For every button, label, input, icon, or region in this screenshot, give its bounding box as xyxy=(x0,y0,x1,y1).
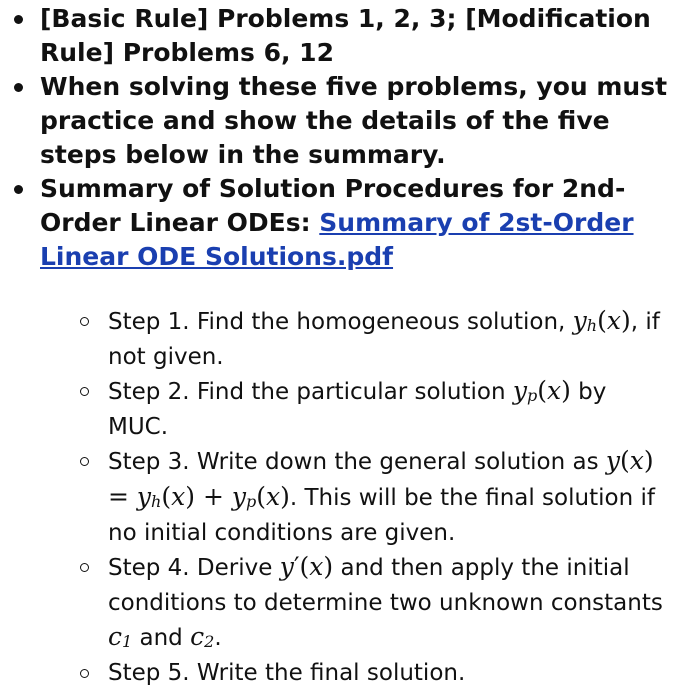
hollow-bullet-icon xyxy=(80,387,89,396)
step-5 xyxy=(78,656,668,691)
step-3-suffix: . This will be the final solution if no initial conditions are given. xyxy=(108,484,655,546)
step-4-text: Step 4. Derive xyxy=(108,555,280,582)
hollow-bullet-icon xyxy=(80,457,89,466)
step-2-text: Step 2. Find the particular solution xyxy=(108,379,513,406)
step-3-text: Step 3. Write down the general solution as xyxy=(108,449,606,476)
bullet-dot-icon xyxy=(14,15,23,24)
math-y-prime-of-x: y′(x) xyxy=(279,552,334,582)
main-bullet-list xyxy=(8,2,668,274)
math-c2: $c_2$ xyxy=(190,622,215,652)
step-4-suffix: . xyxy=(214,625,222,652)
math-general-solution: $y(x) = y_h(x) + y_p(x)$ xyxy=(108,446,654,511)
step-5-text: Step 5. Write the final solution. xyxy=(108,659,466,686)
bullet-assigned-problems-text: [Basic Rule] Problems 1, 2, 3; [Modification Rule] Problems 6, 12 xyxy=(40,4,651,67)
hollow-bullet-icon xyxy=(80,317,89,326)
summary-pdf-link[interactable]: Summary of 2st-Order Linear ODE Solutions.pdf xyxy=(40,208,634,271)
math-y-h-of-x: $y_h(x)$ xyxy=(572,306,631,335)
step-1-suffix: , if not given. xyxy=(108,309,660,370)
bullet-instructions-text: When solving these five problems, you must practice and show the details of the five steps below in the summary. xyxy=(40,72,668,169)
hollow-bullet-icon xyxy=(80,669,89,678)
step-1-text: Step 1. Find the homogeneous solution, xyxy=(108,309,573,335)
step-3 xyxy=(78,444,668,550)
bullet-instructions xyxy=(8,70,668,172)
bullet-dot-icon xyxy=(14,83,23,92)
math-y-p-of-x: $y_p(x)$ xyxy=(512,376,571,406)
bullet-summary-prefix: Summary of Solution Procedures for 2nd-Order Linear ODEs: xyxy=(40,174,626,237)
step-4-and: and xyxy=(132,625,191,652)
hollow-bullet-icon xyxy=(80,563,89,572)
steps-list xyxy=(78,304,668,691)
math-c1: $c_1$ xyxy=(108,622,133,652)
bullet-summary xyxy=(8,172,668,274)
step-2-suffix: by MUC. xyxy=(108,379,607,440)
step-1 xyxy=(78,304,668,374)
bullet-dot-icon xyxy=(14,185,23,194)
step-4-middle: and then apply the initial conditions to determine two unknown constants xyxy=(108,555,663,616)
bullet-assigned-problems xyxy=(8,2,668,70)
step-4 xyxy=(78,550,668,656)
step-2 xyxy=(78,374,668,444)
